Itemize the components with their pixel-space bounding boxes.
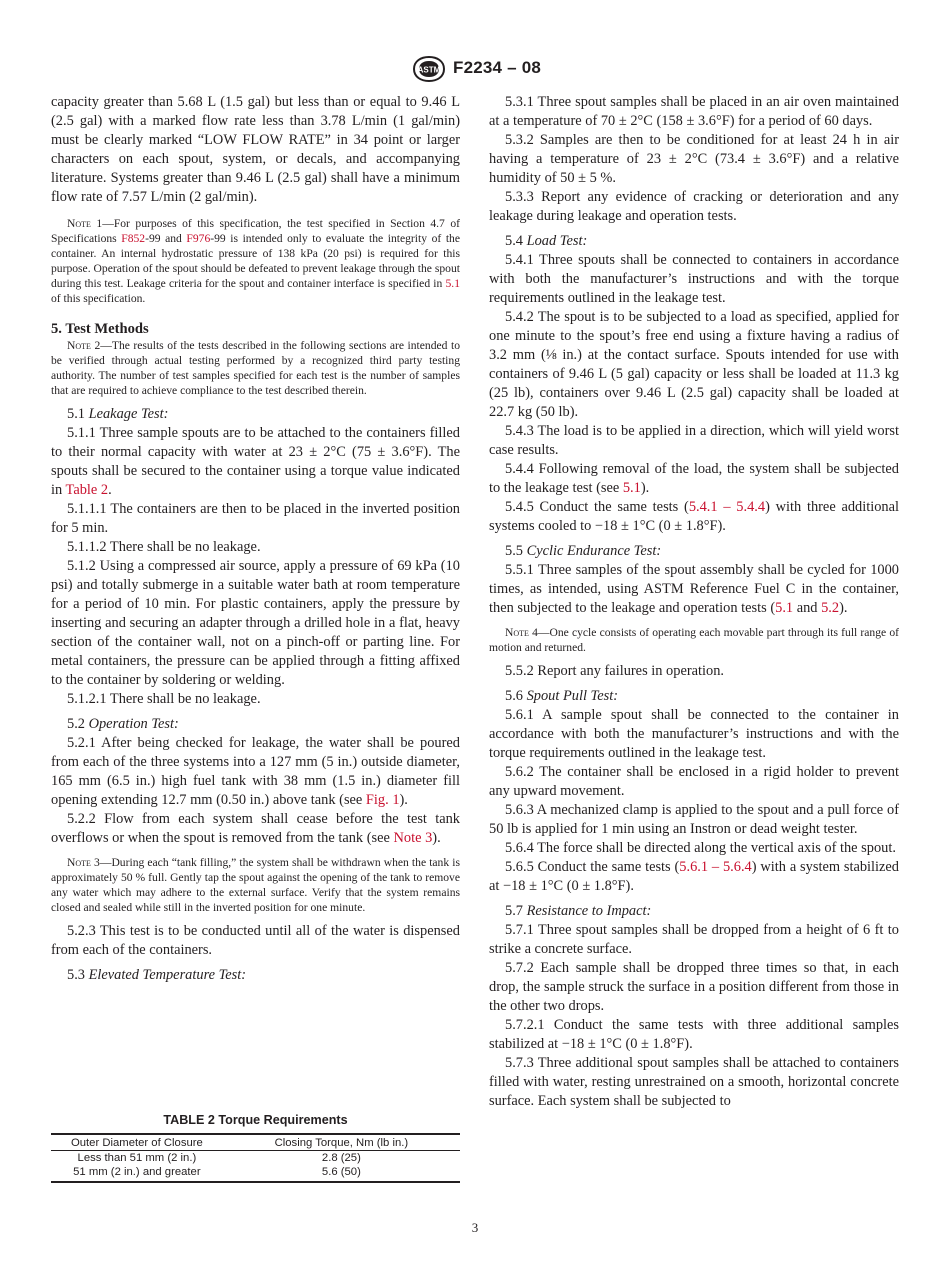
table-2 bbox=[51, 1113, 460, 1183]
para-5-4-3: 5.4.3 The load is to be applied in a direction, which will yield worst case results. bbox=[489, 423, 899, 458]
note-2: Note 2—The results of the tests described in the following sections are intended to be verified through actual testing performed by a recognized third party testing authority. The number of test samples specified for each test is the number of samples that are required to achieve compliance to the test described therein. bbox=[51, 339, 460, 398]
ref-table-2-link[interactable]: Table 2 bbox=[65, 482, 109, 499]
page-header bbox=[0, 56, 950, 82]
para-5-2-3: 5.2.3 This test is to be conducted until all of the water is dispensed from each of the containers. bbox=[51, 922, 460, 958]
note-4: Note 4—One cycle consists of operating each movable part through its full range of motion and returned. bbox=[489, 626, 899, 654]
table-cell: 51 mm (2 in.) and greater bbox=[51, 1165, 223, 1182]
para-5-2-1: 5.2.1 After being checked for leakage, the water shall be poured from each of the three systems into a 127 mm (5 in.) outside diameter, 165 mm (6.5 in.) high fuel tank with 38 mm (1.5 in.) diameter fill opening extending 12.7 mm (0.50 in.) above tank (see Fig. 1). bbox=[51, 735, 460, 809]
note-3: Note 3—During each “tank filling,” the system shall be withdrawn when the tank is approximately 50 % full. Gently tap the spout against the opening of the tank to remove any water which may adhere to the external surface. Verify that the system remains closed and sealed while still in the inverted position for one minute. bbox=[51, 856, 460, 914]
section-5-5-heading: 5.5 Cyclic Endurance Test: bbox=[505, 543, 662, 559]
table-header-cell: Outer Diameter of Closure bbox=[51, 1134, 223, 1151]
ref-f852-link[interactable]: F852 bbox=[121, 231, 146, 245]
torque-table bbox=[51, 1133, 460, 1183]
para-5-1-1-1: 5.1.1.1 The containers are then to be placed in the inverted position for 5 min. bbox=[51, 501, 460, 537]
ref-f976-link[interactable]: F976 bbox=[186, 231, 211, 245]
table-header-row bbox=[51, 1134, 460, 1151]
para-5-3-3: 5.3.3 Report any evidence of cracking or deterioration and any leakage during leakage and operation tests. bbox=[489, 189, 899, 224]
table-cell: 5.6 (50) bbox=[223, 1165, 460, 1182]
para-5-7-3: 5.7.3 Three additional spout samples shall be attached to containers filled with water, resting unrestrained on a smooth, horizontal concrete surface. Each system shall be subjected to bbox=[489, 1054, 899, 1109]
document-id: F2234 – 08 bbox=[453, 58, 542, 77]
section-5-1-heading: 5.1 Leakage Test: bbox=[67, 406, 169, 423]
table-cell: Less than 51 mm (2 in.) bbox=[77, 1152, 197, 1164]
para-5-5-2: 5.5.2 Report any failures in operation. bbox=[505, 662, 725, 679]
para-5-4-5: 5.4.5 Conduct the same tests (5.4.1 – 5.4.4) with three additional systems cooled to −18 ± 1°C (0 ± 1.8°F). bbox=[489, 499, 900, 534]
para-5-6-4: 5.6.4 The force shall be directed along the vertical axis of the spout. bbox=[505, 839, 896, 856]
section-5-2-heading: 5.2 Operation Test: bbox=[67, 716, 179, 733]
page-number: 3 bbox=[471, 1220, 479, 1235]
ref-5-4-1-range-link[interactable]: 5.4.1 – 5.4.4 bbox=[688, 499, 766, 515]
table-row bbox=[51, 1165, 460, 1182]
ref-note-3-link[interactable]: Note 3 bbox=[393, 830, 433, 847]
section-5-heading: 5. Test Methods bbox=[51, 321, 149, 338]
para-5-6-2: 5.6.2 The container shall be enclosed in a rigid holder to prevent any upward movement. bbox=[489, 763, 899, 799]
ref-5-2-link[interactable]: 5.2 bbox=[821, 600, 840, 616]
ref-5-1-link[interactable]: 5.1 bbox=[775, 600, 794, 616]
para-5-7-1: 5.7.1 Three spout samples shall be dropped from a height of 6 ft to strike a concrete surface. bbox=[489, 921, 899, 957]
section-5-7-heading: 5.7 Resistance to Impact: bbox=[505, 902, 652, 919]
table-header-cell: Closing Torque, Nm (lb in.) bbox=[223, 1134, 460, 1151]
para-5-2-2: 5.2.2 Flow from each system shall cease before the test tank overflows or when the spout is removed from the tank (see Note 3). bbox=[51, 811, 460, 847]
note-1: Note 1—For purposes of this specification, the test specified in Section 4.7 of Specifications F852-99 and F976-99 is intended only to evaluate the integrity of the container. An internal hydrostatic pressure of 138 kPa (20 psi) is required for this purpose. Operation of the spout should be defeated to prevent leakage through the spout during this test. Leakage criteria for the spout and container interface is specified in 5.1 of this specification. bbox=[51, 217, 460, 305]
para-5-6-1: 5.6.1 A sample spout shall be connected to the container in accordance with both the manufacturer’s instructions and with the torque requirements outlined in the leakage test. bbox=[489, 706, 899, 761]
para-5-3-2: 5.3.2 Samples are then to be conditioned for at least 24 h in air having a temperature of 23 ± 2°C (73.4 ± 3.6°F) and a relative humidity of 50 ± 5 %. bbox=[489, 132, 899, 186]
paragraph-continued: capacity greater than 5.68 L (1.5 gal) but less than or equal to 9.46 L (2.5 gal) with a marked flow rate less than 3.78 L/min (1 gal/min) must be clearly marked “LOW FLOW RATE” in 34 point or larger characters on each spout, system, or decals, and accompanying literature. Systems greater than 9.46 L (2.5 gal) shall have a minimum flow rate of 7.57 L/min (2 gal/min). bbox=[51, 94, 460, 205]
logo-text: ASTM bbox=[417, 65, 441, 75]
para-5-1-1: 5.1.1 Three sample spouts are to be attached to the containers filled to their normal capacity with water at 23 ± 2°C (75 ± 3.6°F). The spouts shall be secured to the container using a torque value indicated in Table 2. bbox=[51, 425, 460, 499]
para-5-4-1: 5.4.1 Three spouts shall be connected to containers in accordance with both the manufacturer’s instructions and with the torque requirements outlined in the leakage test. bbox=[489, 252, 899, 306]
para-5-7-2: 5.7.2 Each sample shall be dropped three times so that, in each drop, the sample struck the surface in a position different from those in the other two drops. bbox=[489, 959, 899, 1014]
right-column bbox=[489, 93, 899, 1111]
section-5-3-heading: 5.3 Elevated Temperature Test: bbox=[67, 966, 247, 983]
table-2-title: TABLE 2 Torque Requirements bbox=[163, 1113, 348, 1127]
ref-5-1-link[interactable]: 5.1 bbox=[445, 276, 460, 290]
para-5-6-5: 5.6.5 Conduct the same tests (5.6.1 – 5.6.4) with a system stabilized at −18 ± 1°C (0 ± 1.8°F). bbox=[489, 858, 900, 894]
para-5-7-2-1: 5.7.2.1 Conduct the same tests with three additional samples stabilized at −18 ± 1°C (0 ± 1.8°F). bbox=[489, 1016, 899, 1052]
ref-5-6-1-range-link[interactable]: 5.6.1 – 5.6.4 bbox=[679, 858, 752, 875]
para-5-1-2: 5.1.2 Using a compressed air source, apply a pressure of 69 kPa (10 psi) and totally submerge in a suitable water bath at room temperature for a period of 10 min. For plastic containers, apply the pressure by inserting and securing an adapter through a drilled hole in a flat, heavy section of the container wall, not on a pinch-off or parting line. For metal containers, the pressure can be applied through a fitting affixed to the container by soldering or welding. bbox=[51, 558, 460, 689]
para-5-3-1: 5.3.1 Three spout samples shall be placed in an air oven maintained at a temperature of 70 ± 2°C (158 ± 3.6°F) for a period of 60 days. bbox=[489, 94, 899, 129]
astm-logo-icon bbox=[410, 56, 448, 82]
para-5-1-2-1: 5.1.2.1 There shall be no leakage. bbox=[67, 691, 261, 708]
left-column bbox=[51, 93, 460, 985]
para-5-1-1-2: 5.1.1.2 There shall be no leakage. bbox=[67, 539, 261, 556]
section-5-6-heading: 5.6 Spout Pull Test: bbox=[505, 687, 619, 704]
para-5-4-4: 5.4.4 Following removal of the load, the system shall be subjected to the leakage test (see 5.1). bbox=[489, 461, 899, 496]
para-5-4-2: 5.4.2 The spout is to be subjected to a load as specified, applied for one minute to the spout’s free end using a fixture having a radius of 3.2 mm (⅛ in.) at the contact surface. Spouts intended for use with containers of 9.46 L (5 gal) capacity or less shall be loaded at 11.3 kg (25 lb), containers over 9.46 L (2.5 gal) capacity shall be loaded at 22.7 kg (50 lb). bbox=[489, 309, 899, 420]
para-5-5-1: 5.5.1 Three samples of the spout assembly shall be cycled for 1000 times, as intended, using ASTM Reference Fuel C in the container, then subjected to the leakage and operation tests (5.1 and 5.2). bbox=[489, 562, 899, 616]
ref-5-1-link[interactable]: 5.1 bbox=[622, 480, 641, 496]
table-row bbox=[51, 1151, 460, 1166]
section-5-4-heading: 5.4 Load Test: bbox=[505, 233, 588, 249]
para-5-6-3: 5.6.3 A mechanized clamp is applied to the spout and a pull force of 50 lb is applied for 1 min using an Instron or dead weight tester. bbox=[489, 801, 899, 837]
ref-fig-1-link[interactable]: Fig. 1 bbox=[365, 792, 400, 809]
table-cell: 2.8 (25) bbox=[321, 1152, 361, 1164]
